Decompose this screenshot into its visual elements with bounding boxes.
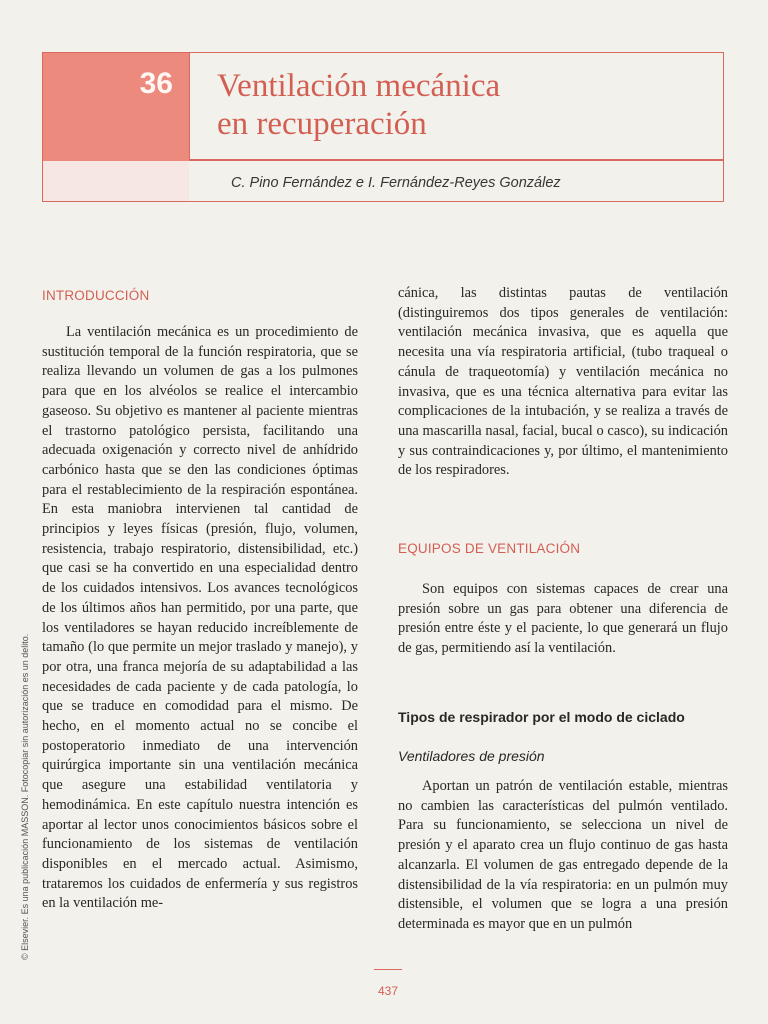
page-number: 437 [377,984,399,998]
chapter-number-block [43,53,189,161]
intro-continuation-paragraph: cánica, las distintas pautas de ventilación (distinguiremos dos tipos generales de ventilación: ventilación mecánica invasiva, que es aquella que necesita una vía respiratoria artificial, (tubo traqueal o cánula de traqueotomía) y ventilación mecánica no invasiva, que es una técnica alternativa para evitar las complicaciones de la intubación, y se realiza a través de una mascarilla nasal, facial, bucal o casco), su indicación y sus contraindicaciones y, por último, el mantenimiento de los respiradores. [398,285,728,479]
ventiladores-presion-paragraph: Aportan un patrón de ventilación estable, mientras no cambien las características del pulmón ventilado. Para su funcionamiento, se selecciona un nivel de presión y el aparato crea un flujo continuo de gas hasta alcanzarla. El volumen de gas entregado depende de la distensibilidad de la vía respiratoria: en un pulmón muy distensible, el volumen que se logra a una presión determinada es mayor que en un pulmón [398,778,728,932]
intro-paragraph: La ventilación mecánica es un procedimiento de sustitución temporal de la función respiratoria, que se realiza llevando un volumen de gas a los pulmones para que en los alvéolos se realice el intercambio gaseoso. Su objetivo es mantener al paciente mientras el trastorno patológico persista, facilitando una adecuada oxigenación y correcto nivel de anhídrido carbónico hasta que se den las condiciones óptimas para el restablecimiento de la respiración espontánea. En esta maniobra intervienen tal cantidad de principios y leyes físicas (presión, flujo, volumen, resistencia, trabajo respiratorio, distensibilidad, etc.) que casi se ha convertido en una especialidad dentro de los cuidados intensivos. Los avances tecnológicos de los últimos años han permitido, por una parte, que los ventiladores se hayan reducido increíblemente de tamaño (lo que permite un mejor traslado y manejo), y por otra, una franca mejoría de su adaptabilidad a las necesidades de cada paciente y de cada patología, lo que se traduce en comodidad para el mismo. De hecho, en el momento actual no se concibe el postoperatorio inmediato de una intervención quirúrgica importante sin una ventilación mecánica que asegure una estabilidad ventilatoria y hemodinámica. En este capítulo nuestra intención es aportar al lector unos conocimientos básicos sobre el funcionamiento de los sistemas de ventilación disponibles en el mercado actual. Asimismo, trataremos los cuidados de enfermería y sus registros en la ventilación me- [42,324,358,912]
header-lower-left-panel [43,161,189,201]
chapter-header [42,52,724,202]
section-heading-equipos: EQUIPOS DE VENTILACIÓN [398,541,581,556]
chapter-title [217,67,500,143]
chapter-title-line1: Ventilación mecánica [217,68,501,104]
chapter-title-line2: en recuperación [217,106,427,142]
subheading-tipos-respirador: Tipos de respirador por el modo de ciclado [398,709,685,725]
copyright-side-note: © Elsevier. Es una publicación MASSON. Fotocopiar sin autorización es un delito. [20,633,30,960]
subsubheading-ventiladores-presion: Ventiladores de presión [398,748,545,764]
header-vertical-divider [189,53,190,161]
page-number-rule [374,969,402,970]
section-heading-introduccion: INTRODUCCIÓN [42,288,150,303]
header-horizontal-divider [189,159,723,161]
equipos-paragraph: Son equipos con sistemas capaces de crear una presión sobre un gas para obtener una diferencia de presión entre éste y el paciente, lo que generará un flujo de gas, permitiendo así la ventilación. [398,581,728,657]
chapter-number: 36 [139,67,173,100]
chapter-authors: C. Pino Fernández e I. Fernández-Reyes González [231,175,561,191]
